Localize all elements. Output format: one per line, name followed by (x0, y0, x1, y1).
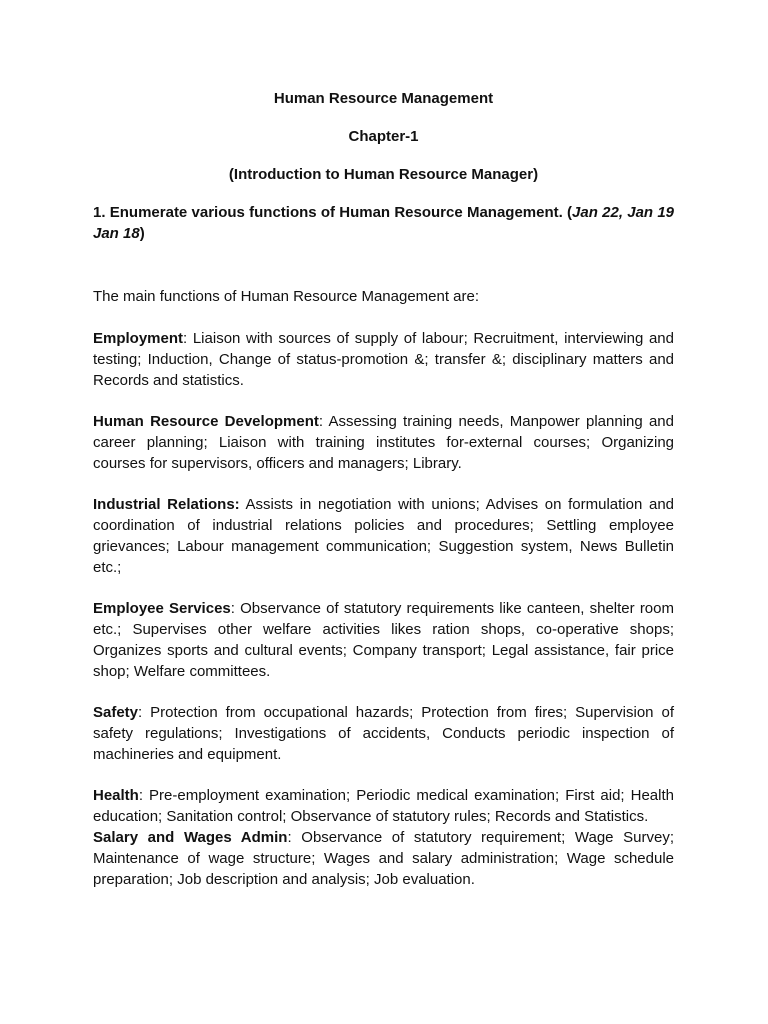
function-term: Industrial Relations: (93, 496, 240, 513)
question-dates: Jan 22, Jan 19 Jan 18 (93, 204, 675, 242)
function-term: Health (93, 787, 139, 804)
function-term: Human Resource Development (93, 413, 319, 430)
function-health (93, 785, 674, 827)
function-description: Assessing training needs, Manpower planning and career planning; Liaison with training institutes for-external courses; Organizing courses for supervisors, officers and managers; Library. (93, 413, 674, 472)
function-term: Safety (93, 704, 139, 721)
function-separator: : (138, 704, 151, 721)
function-description: Observance of statutory requirements like canteen, shelter room etc.; Supervises other welfare activities likes ration shops, co-operative shops; Organizes sports and cultural events; Company transport; Legal assistance, fair price shop; Welfare committees. (93, 600, 674, 680)
function-description: Liaison with sources of supply of labour; Recruitment, interviewing and testing; Induction, Change of status-promotion &; transfer &; disciplinary matters and Records and statistics. (93, 330, 674, 389)
function-industrial-relations (93, 494, 674, 578)
function-description: Protection from occupational hazards; Protection from fires; Supervision of safety regulations; Investigations of accidents, Conducts periodic inspection of machineries and equipment. (93, 704, 674, 763)
question-text: 1. Enumerate various functions of Human Resource Management. ( (93, 204, 573, 221)
function-description: Observance of statutory requirement; Wage Survey; Maintenance of wage structure; Wages and salary administration; Wage schedule preparation; Job description and analysis; Job evaluation. (93, 829, 674, 888)
chapter-subtitle: (Introduction to Human Resource Manager) (228, 166, 539, 183)
question-close: ) (139, 225, 145, 242)
function-separator: : (318, 413, 329, 430)
chapter-heading: Chapter-1 (348, 128, 419, 145)
function-salary-wages (93, 827, 674, 890)
function-separator: : (230, 600, 241, 617)
function-term: Employment (93, 330, 184, 347)
intro-text: The main functions of Human Resource Management are: (93, 288, 480, 305)
function-separator: : (183, 330, 193, 347)
document-title: Human Resource Management (273, 90, 494, 107)
function-term: Salary and Wages Admin (93, 829, 288, 846)
function-employee-services (93, 598, 674, 682)
function-term: Employee Services (93, 600, 231, 617)
question-heading (93, 202, 674, 244)
function-safety (93, 702, 674, 765)
function-description: Pre-employment examination; Periodic medical examination; First aid; Health education; Sanitation control; Observance of statutory rules; Records and Statistics. (93, 787, 674, 825)
function-hr-development (93, 411, 674, 474)
function-separator: : (287, 829, 302, 846)
function-separator: : (138, 787, 150, 804)
function-employment (93, 328, 674, 391)
document-body (93, 88, 674, 910)
function-description: Assists in negotiation with unions; Advises on formulation and coordination of industrial relations policies and procedures; Settling employee grievances; Labour management communication; Suggestion system, News Bulletin etc.; (93, 496, 675, 576)
